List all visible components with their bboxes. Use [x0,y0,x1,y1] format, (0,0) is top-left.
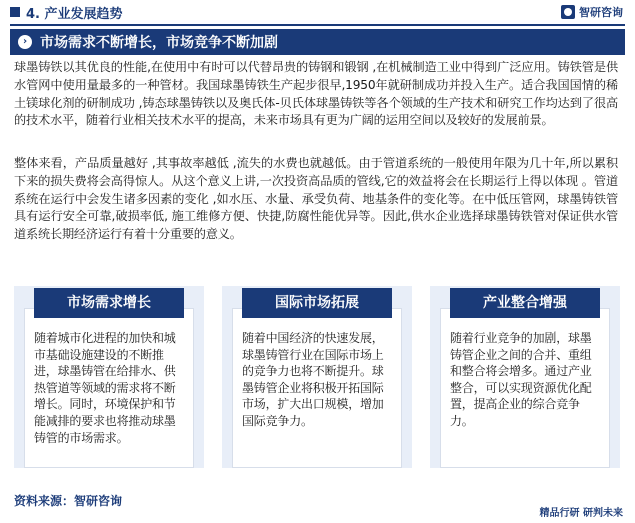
data-source: 资料来源：智研咨询 [14,494,123,508]
brand-logo-icon [561,5,575,19]
chevron-right-icon: › [18,35,32,49]
card-title: 产业整合增强 [450,288,600,318]
card-body: 随着行业竞争的加剧，球墨铸管企业之间的合并、重组和整合将会增多。通过产业整合，可以实现资源优化配置，提高企业的综合竞争力。 [450,331,592,428]
section-title: 4. 产业发展趋势 [26,7,123,22]
card-title: 国际市场拓展 [242,288,392,318]
brand-name: 智研咨询 [579,6,623,19]
paragraph-1: 球墨铸铁以其优良的性能,在使用中有时可以代替昂贵的铸钢和锻钢 ,在机械制造工业中得到广泛应用。铸铁管是供水管网中使用量最多的一种管材。我国球墨铸铁生产起步很早,1950年就研制成功并投入生产。适合我国国情的稀土镁球化剂的研制成功 ,铸态球墨铸铁以及奥氏体-贝氏体球墨铸铁等各个领域的生产技术和研究工作均达到了很高的技术水平，随着行业相关技术水平的提高，未来市场具有更为广阔的运用空间以及较好的发展前景。 [14,60,618,128]
footer-slogan: 精品行研 研判未来 [539,508,623,519]
card-industry-integration [430,268,620,468]
card-body: 随着城市化进程的加快和城市基础设施建设的不断推进，球墨铸管在给排水、供热管道等领域的需求将不断增长。同时，环境保护和节能减排的要求也将推动球墨铸管的市场需求。 [34,331,176,445]
paragraph-2: 整体来看，产品质量越好 ,其事故率越低 ,流失的水费也就越低。由于管道系统的一般使用年限为几十年,所以累积下来的损失费将会高得惊人。从这个意义上讲,一次投资高品质的管线,它的效益将会在长期运行上得以体现 。管道系统在运行中会发生诸多因素的变化 ,如水压、水量、承受负荷、地基条件的变化等。在中低压管网，球墨铸铁管具有运行安全可靠,破损率低, 施工维修方便、快捷,防腐性能优异等。因此,供水企业选择球墨铸铁管对保证供水管道系统长期经济运行有着十分重要的意义。 [14,156,618,242]
section-bullet-icon [10,7,20,17]
topic-banner [10,29,625,55]
header-divider [10,24,625,26]
card-body: 随着中国经济的快速发展，球墨铸管行业在国际市场上的竞争力也将不断提升。球墨铸管企业将积极开拓国际市场，扩大出口规模，增加国际竞争力。 [242,331,384,428]
banner-title: 市场需求不断增长，市场竞争不断加剧 [40,35,278,51]
card-international-market [222,268,412,468]
brand-logo [561,4,623,20]
card-title: 市场需求增长 [34,288,184,318]
card-market-demand [14,268,204,468]
